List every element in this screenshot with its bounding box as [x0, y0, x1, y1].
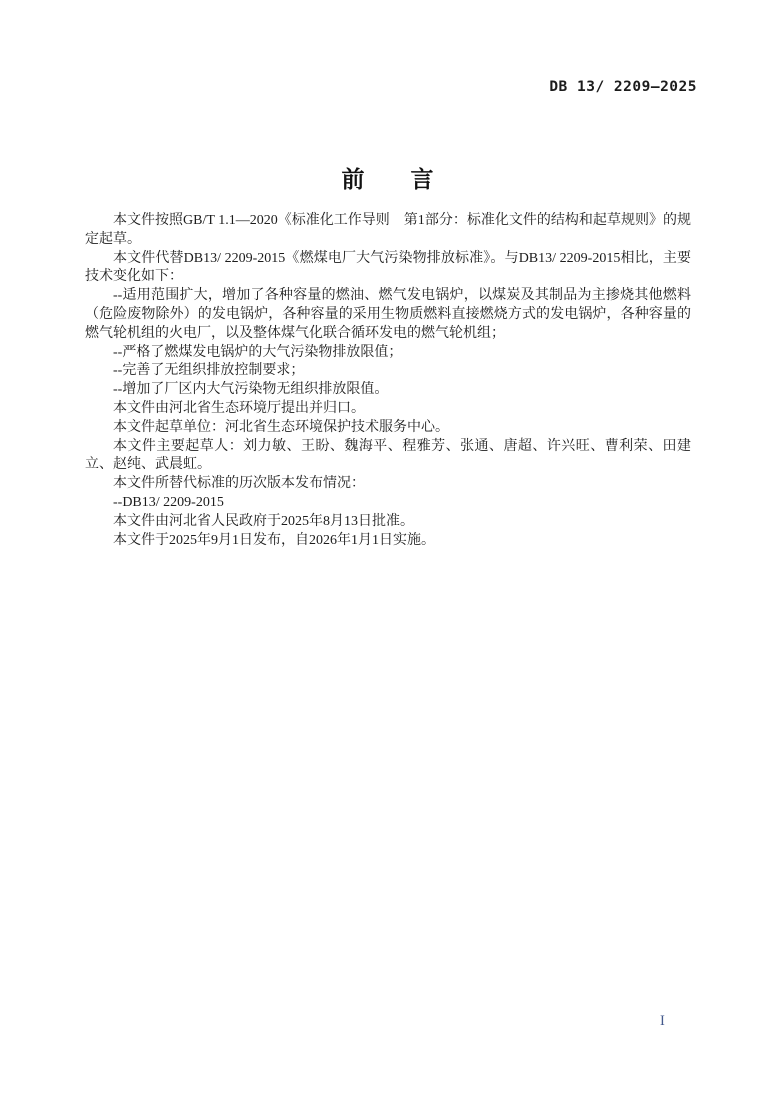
foreword-body [85, 212, 691, 550]
paragraph-drafting-basis: 本文件按照GB/T 1.1—2020《标准化工作导则 第1部分：标准化文件的结构和起草规则》的规定起草。 [85, 213, 691, 247]
paragraph-change-fugitive-limits: --增加了厂区内大气污染物无组织排放限值。 [113, 382, 389, 398]
standard-code-header: DB 13/ 2209—2025 [549, 79, 697, 95]
paragraph-replaces-standard: 本文件代替DB13/ 2209-2015《燃煤电厂大气污染物排放标准》。与DB13/ 2209-2015相比，主要技术变化如下： [85, 250, 691, 285]
paragraph-issue-implementation: 本文件于2025年9月1日发布，自2026年1月1日实施。 [113, 532, 435, 548]
page-number: I [660, 1013, 665, 1029]
paragraph-previous-version-code: --DB13/ 2209-2015 [113, 494, 224, 510]
paragraph-drafting-unit: 本文件起草单位：河北省生态环境保护技术服务中心。 [113, 419, 449, 435]
paragraph-change-fugitive-control: --完善了无组织排放控制要求； [113, 363, 305, 379]
paragraph-approval: 本文件由河北省人民政府于2025年8月13日批准。 [113, 513, 414, 529]
paragraph-change-scope: --适用范围扩大，增加了各种容量的燃油、燃气发电锅炉，以煤炭及其制品为主掺烧其他燃料（危险废物除外）的发电锅炉，各种容量的采用生物质燃料直接燃烧方式的发电锅炉，各种容量的燃气轮机组的火电厂，以及整体煤气化联合循环发电的燃气轮机组； [85, 288, 691, 341]
foreword-title: 前 言 [341, 166, 434, 192]
paragraph-previous-versions-intro: 本文件所替代标准的历次版本发布情况： [113, 476, 365, 492]
paragraph-change-limits: --严格了燃煤发电锅炉的大气污染物排放限值； [113, 344, 403, 360]
paragraph-drafters: 本文件主要起草人：刘力敏、王盼、魏海平、程雅芳、张通、唐超、许兴旺、曹利荣、田建立、赵纯、武晨虹。 [85, 438, 691, 473]
paragraph-proposed-by: 本文件由河北省生态环境厅提出并归口。 [113, 400, 365, 416]
